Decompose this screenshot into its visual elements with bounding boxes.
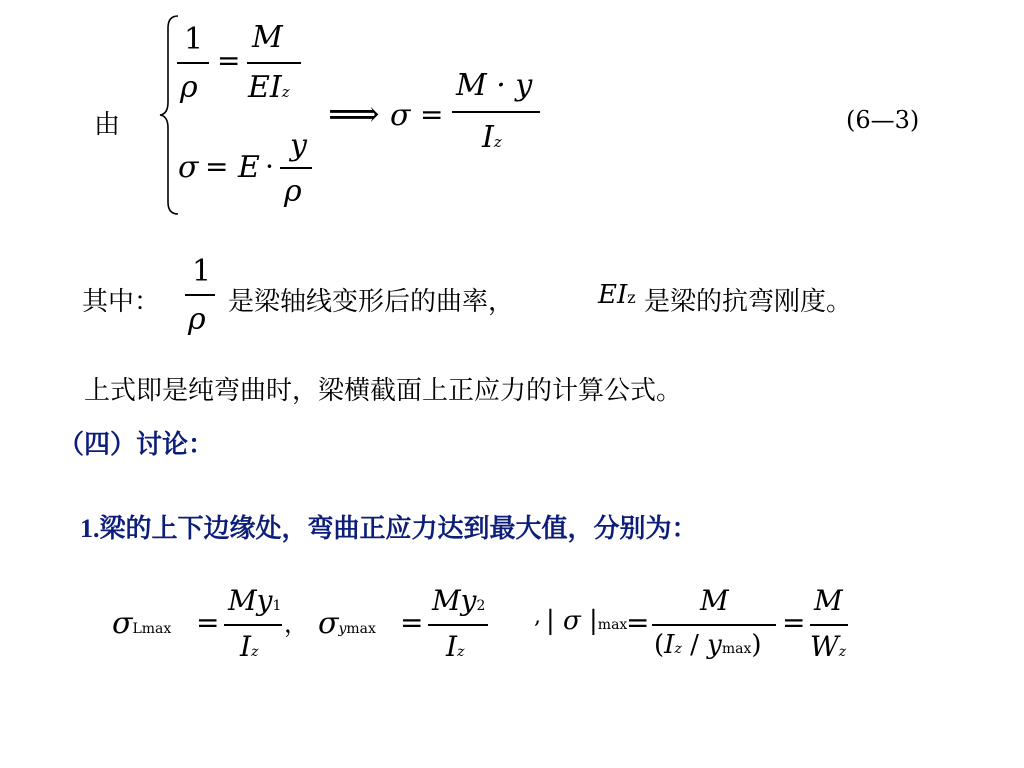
equation-label: (6—3) xyxy=(846,106,920,134)
eq1-lhs-den: ρ xyxy=(180,70,198,105)
f3-num: M xyxy=(700,584,729,617)
curvature-frac-bar xyxy=(185,294,215,296)
f1-num: My1 xyxy=(228,584,282,617)
f3-den: (Iz / ymax) xyxy=(654,630,762,660)
result-bar xyxy=(452,111,540,113)
qizhong-prefix: 其中： xyxy=(82,287,161,317)
implies-arrow: ⟹ xyxy=(328,94,380,135)
curvature-text: 是梁轴线变形后的曲率， xyxy=(228,287,515,317)
f3-bar2 xyxy=(810,624,848,626)
eq1-rhs-den: EIz xyxy=(248,70,290,105)
curvature-frac-den: ρ xyxy=(188,302,206,337)
result-sigma: σ xyxy=(390,98,411,133)
f3-den2: Wz xyxy=(810,630,847,663)
result-den: Iz xyxy=(482,120,502,155)
curvature-frac-num: 1 xyxy=(192,254,212,289)
point1: 1.梁的上下边缘处，弯曲正应力达到最大值，分别为： xyxy=(80,514,698,544)
f3-lead-comma: , xyxy=(534,604,541,629)
lead-char-you: 由 xyxy=(94,110,121,140)
f1-sigma: σLmax xyxy=(112,606,172,641)
eq2-dot: · xyxy=(265,150,274,183)
f1-bar xyxy=(224,624,282,626)
f2-equals: = xyxy=(400,606,424,639)
f1-separator: ， xyxy=(284,610,308,638)
eq2-equals: = xyxy=(205,150,229,183)
eq1-lhs-num: 1 xyxy=(184,22,204,57)
eq2-num: y xyxy=(290,128,307,163)
ei-symbol: EIz xyxy=(598,280,636,310)
left-brace xyxy=(156,14,182,216)
eq2-sigma: σ xyxy=(178,150,199,185)
eq1-rhs-bar xyxy=(247,62,301,64)
f1-den: Iz xyxy=(240,630,259,663)
formula-description: 上式即是纯弯曲时，梁横截面上正应力的计算公式。 xyxy=(84,376,683,406)
f2-sigma: σymax xyxy=(318,606,376,641)
f3-bar xyxy=(652,624,776,626)
f3-equals: = xyxy=(626,606,650,639)
f2-bar xyxy=(428,624,488,626)
stiffness-text: 是梁的抗弯刚度。 xyxy=(644,287,853,317)
f2-den: Iz xyxy=(446,630,465,663)
f3-abs-sigma: | σ |max xyxy=(546,606,628,636)
result-equals: = xyxy=(420,98,444,131)
eq2-bar xyxy=(280,167,312,169)
section-title: （四）讨论： xyxy=(58,430,215,460)
eq1-rhs-num: M xyxy=(252,20,283,55)
eq2-den: ρ xyxy=(284,174,302,209)
eq1-equals: = xyxy=(217,44,241,77)
result-num: M · y xyxy=(456,68,533,103)
f2-num: My2 xyxy=(432,584,486,617)
f3-equals-2: = xyxy=(782,606,806,639)
eq2-E: E xyxy=(238,150,260,185)
f3-num2: M xyxy=(814,584,843,617)
f1-equals: = xyxy=(196,606,220,639)
eq1-lhs-bar xyxy=(177,62,209,64)
